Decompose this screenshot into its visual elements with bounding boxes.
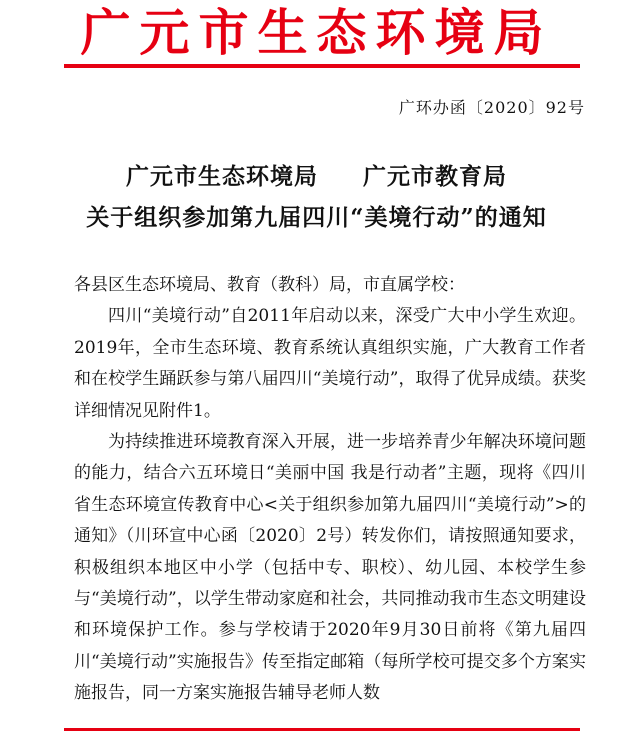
red-footer-rule xyxy=(64,728,580,731)
body-paragraph-2: 为持续推进环境教育深入开展，进一步培养青少年解决环境问题的能力，结合六五环境日“美丽中国 我是行动者”主题，现将《四川省生态环境宣传教育中心<关于组织参加第九届四川“美境行动”>的通知》（川环宣中心函〔2020〕2号）转发你们，请按照通知要求，积极组织本地区中小学（包括中专、职校）、幼儿园、本校学生参与“美境行动”，以学生带动家庭和社会，共同推动我市生态文明建设和环境保护工作。参与学校请于2020年9月30日前将《第九届四川“美境行动”实施报告》传至指定邮箱（每所学校可提交多个方案实施报告，同一方案实施报告辅导老师人数 xyxy=(74,432,586,704)
document-body xyxy=(74,270,586,710)
red-header-rule xyxy=(64,64,580,68)
body-paragraph-1: 四川“美境行动”自2011年启动以来，深受广大中小学生欢迎。2019年，全市生态环境、教育系统认真组织实施，广大教育工作者和在校学生踊跃参与第八届四川“美境行动”，取得了优异成绩。获奖详细情况见附件1。 xyxy=(74,306,586,421)
document-title-line-1: 广元市生态环境局 广元市教育局 xyxy=(125,163,508,190)
document-title-line-2: 关于组织参加第九届四川“美境行动”的通知 xyxy=(86,204,547,231)
masthead-agency-name: 广元市生态环境局 xyxy=(80,4,553,62)
document-number: 广环办函〔2020〕92号 xyxy=(398,98,585,117)
recipient-line: 各县区生态环境局、教育（教科）局，市直属学校： xyxy=(74,275,465,295)
